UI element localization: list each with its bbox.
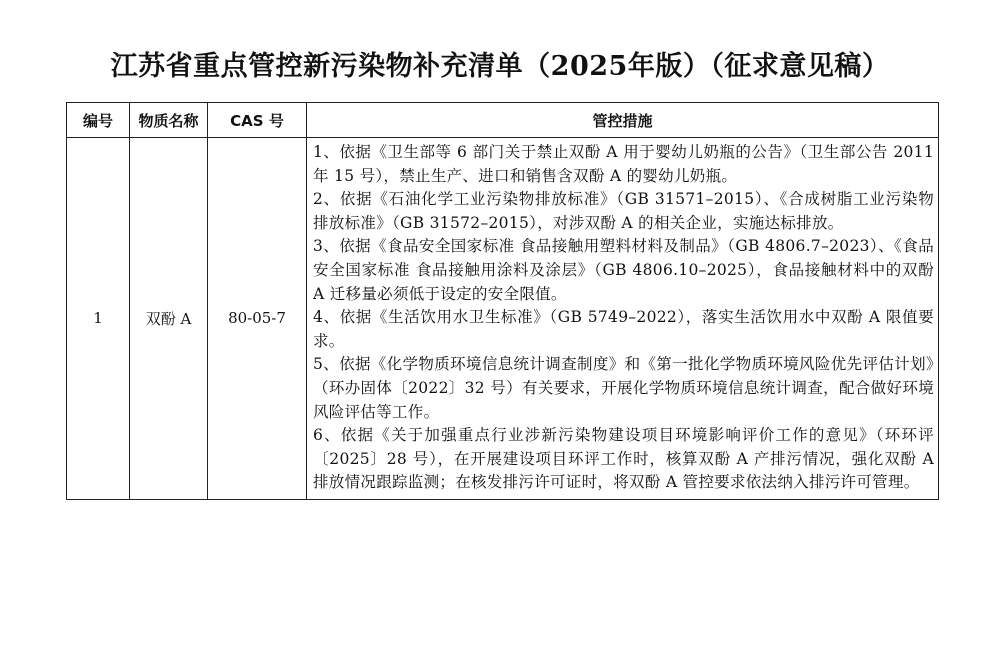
cell-substance-name: 双酚 A — [130, 138, 208, 500]
measure-item-4: 4、依据《生活饮用水卫生标准》（GB 5749–2022），落实生活饮用水中双酚 A 限值要求。 — [313, 308, 934, 350]
header-cas: CAS 号 — [208, 103, 307, 138]
measure-item-2: 2、依据《石油化学工业污染物排放标准》（GB 31571–2015）、《合成树脂工业污染物排放标准》（GB 31572–2015），对涉双酚 A 的相关企业，实施达标排放。 — [313, 190, 934, 232]
measure-item-5: 5、依据《化学物质环境信息统计调查制度》和《第一批化学物质环境风险优先评估计划》（环办固体〔2022〕32 号）有关要求，开展化学物质环境信息统计调查，配合做好环境风险评估等工作。 — [313, 355, 934, 421]
cell-measures — [307, 138, 939, 500]
header-substance-name: 物质名称 — [130, 103, 208, 138]
measure-item-3: 3、依据《食品安全国家标准 食品接触用塑料材料及制品》（GB 4806.7–2023）、《食品安全国家标准 食品接触用涂料及涂层》（GB 4806.10–2025），食品接触材料中的双酚 A 迁移量必须低于设定的安全限值。 — [313, 237, 934, 303]
cell-number: 1 — [67, 138, 130, 500]
table-header-row — [67, 103, 939, 138]
cell-cas: 80-05-7 — [208, 138, 307, 500]
control-list-table — [66, 102, 939, 500]
measure-item-6: 6、依据《关于加强重点行业涉新污染物建设项目环境影响评价工作的意见》（环环评〔2025〕28 号），在开展建设项目环评工作时，核算双酚 A 产排污情况，强化双酚 A 排放情况跟踪监测；在核发排污许可证时，将双酚 A 管控要求依法纳入排污许可管理。 — [313, 426, 934, 492]
header-measures: 管控措施 — [307, 103, 939, 138]
page-title: 江苏省重点管控新污染物补充清单（2025年版）（征求意见稿） — [110, 51, 890, 82]
header-number: 编号 — [67, 103, 130, 138]
table-row — [67, 138, 939, 500]
measure-item-1: 1、依据《卫生部等 6 部门关于禁止双酚 A 用于婴幼儿奶瓶的公告》（卫生部公告 2011 年 15 号），禁止生产、进口和销售含双酚 A 的婴幼儿奶瓶。 — [313, 143, 934, 185]
